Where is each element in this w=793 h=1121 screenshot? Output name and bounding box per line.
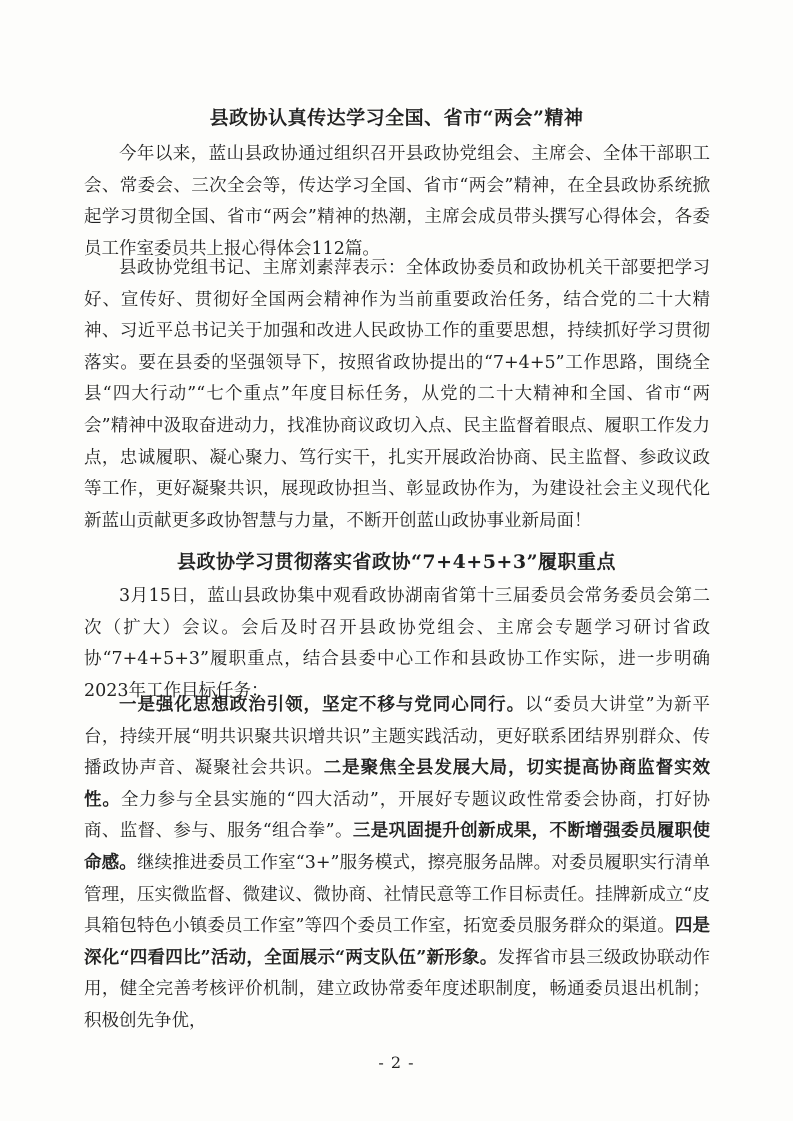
point-2-heading: 二是聚焦全县发展大局，切实提高协商监督实效性。 <box>84 758 711 810</box>
point-1-heading: 一是强化思想政治引领，坚定不移与党同心同行。 <box>119 695 526 715</box>
point-4-heading: 四是深化“四看四比”活动，全面展示“两支队伍”新形象。 <box>84 916 711 968</box>
section1-paragraph-2: 县政协党组书记、主席刘素萍表示：全体政协委员和政协机关干部要把学习好、宣传好、贯彻好全国两会精神作为当前重要政治任务，结合党的二十大精神、习近平总书记关于加强和改进人民政协工作的重要思想，持续抓好学习贯彻落实。要在县委的坚强领导下，按照省政协提出的“7+4+5”工作思路，围绕全县“四大行动”“七个重点”年度目标任务，从党的二十大精神和全国、省市“两会”精神中汲取奋进动力，找准协商议政切入点、民主监督着眼点、履职工作发力点，忠诚履职、凝心聚力、笃行实干，扎实开展政治协商、民主监督、参政议政等工作，更好凝聚共识，展现政协担当、彰显政协作为，为建设社会主义现代化新蓝山贡献更多政协智慧与力量，不断开创蓝山政协事业新局面！ <box>84 258 710 531</box>
point-1-text: 以“委员大讲堂”为新平台，持续开展“明共识聚共识增共识”主题实践活动，更好联系团结界别群众、传播政协声音、凝聚社会共识。 <box>84 695 710 779</box>
point-2-text: 全力参与全县实施的“四大活动”，开展好专题议政性常委会协商，打好协商、监督、参与、服务“组合拳”。 <box>84 789 710 842</box>
point-3-heading: 三是巩固提升创新成果，不断增强委员履职使命感。 <box>84 821 710 873</box>
section2-paragraph-2 <box>84 690 710 1038</box>
page-number: - 2 - <box>378 1053 415 1072</box>
section2-title: 县政协学习贯彻落实省政协“7+4+5+3”履职重点 <box>177 551 616 573</box>
section1-paragraph-1: 今年以来，蓝山县政协通过组织召开县政协党组会、主席会、全体干部职工会、常委会、三次全会等，传达学习全国、省市“两会”精神，在全县政协系统掀起学习贯彻全国、省市“两会”精神的热潮，主席会成员带头撰写心得体会，各委员工作室委员共上报心得体会112篇。 <box>84 144 710 259</box>
section2-paragraph-1: 3月15日，蓝山县政协集中观看政协湖南省第十三届委员会常务委员会第二次（扩大）会议。会后及时召开县政协党组会、主席会专题学习研讨省政协“7+4+5+3”履职重点，结合县委中心工作和县政协工作实际，进一步明确2023年工作目标任务： <box>84 586 710 701</box>
point-4-text: 发挥省市县三级政协联动作用，健全完善考核评价机制，建立政协常委年度述职制度，畅通委员退出机制；积极创先争优， <box>84 947 710 1031</box>
section1-title: 县政协认真传达学习全国、省市“两会”精神 <box>209 107 584 129</box>
point-3-text: 继续推进委员工作室“3+”服务模式，擦亮服务品牌。对委员履职实行清单管理，压实微监督、微建议、微协商、社情民意等工作目标责任。挂牌新成立“皮具箱包特色小镇委员工作室”等四个委员工作室，拓宽委员服务群众的渠道。 <box>84 852 710 937</box>
